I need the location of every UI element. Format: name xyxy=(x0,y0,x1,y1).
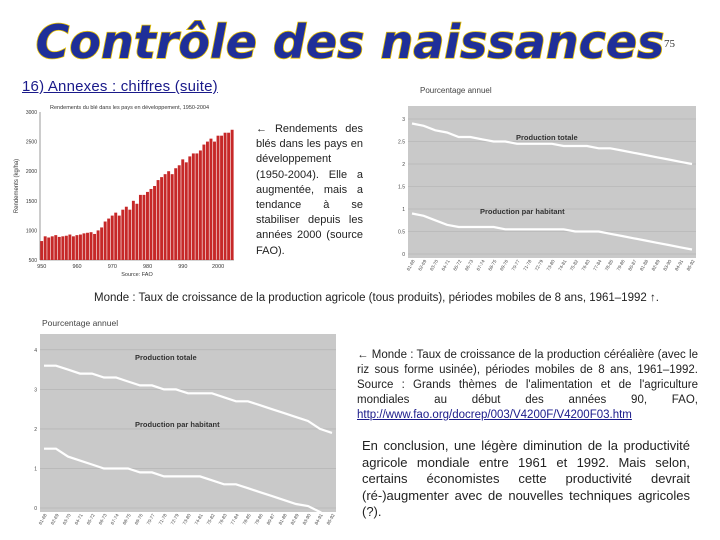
cereal-caption-block xyxy=(357,348,698,423)
x-tick-label: 83-90 xyxy=(662,258,673,272)
x-tick-label: 64-71 xyxy=(440,258,451,272)
y-tick-label: 0.5 xyxy=(398,229,405,236)
x-tick-label: 68-75 xyxy=(121,512,132,526)
wheat-yield-description: ← Rendements des blés dans les pays en développement (1950-2004). Elle a augmentée, mais a tendance à se stabiliser depuis les années 2000 (source FAO). xyxy=(256,123,363,257)
x-tick-label: 74-81 xyxy=(193,512,204,526)
cereal-caption: ← Monde : Taux de croissance de la production céréalière (avec le riz sous forme usinée), périodes mobiles de 8 ans, 1961–1992. Source : Grands thèmes de l'alimentation et de l'agriculture mondiales au début des années 90, FAO, xyxy=(357,349,698,406)
y-tick-label: 500 xyxy=(28,258,37,264)
data-bar xyxy=(83,233,86,260)
data-bar xyxy=(86,233,89,260)
data-bar xyxy=(135,204,138,260)
data-bar xyxy=(157,180,160,260)
x-tick-label: 950 xyxy=(37,264,47,270)
data-bar xyxy=(72,236,75,260)
section-heading: 16) Annexes : chiffres (suite) xyxy=(22,78,218,95)
chart-title: Pourcentage annuel xyxy=(420,86,492,95)
x-tick-label: 81-88 xyxy=(638,258,650,272)
data-bar xyxy=(111,216,114,260)
data-bar xyxy=(150,189,153,260)
y-tick-label: 0 xyxy=(34,506,37,512)
data-bar xyxy=(139,195,142,260)
x-tick-label: 83-90 xyxy=(301,512,312,526)
x-tick-label: 80-87 xyxy=(627,258,638,272)
data-bar xyxy=(178,165,181,260)
x-tick-label: 77-84 xyxy=(592,258,603,272)
data-bar xyxy=(220,136,223,260)
data-bar xyxy=(128,210,131,260)
data-bar xyxy=(75,235,78,260)
data-bar xyxy=(164,174,167,260)
data-bar xyxy=(107,219,110,260)
y-tick-label: 3 xyxy=(34,387,37,394)
data-bar xyxy=(153,186,156,260)
x-tick-label: 72-79 xyxy=(169,512,180,526)
data-bar xyxy=(121,210,124,260)
x-tick-label: 64-71 xyxy=(73,512,84,526)
data-bar xyxy=(44,236,47,260)
series-label: Production par habitant xyxy=(135,420,220,429)
x-tick-label: 84-91 xyxy=(673,258,685,272)
wheat-yield-bar-chart xyxy=(10,102,248,282)
data-bar xyxy=(185,162,188,260)
data-bar xyxy=(202,145,205,260)
data-bar xyxy=(188,156,191,260)
data-bar xyxy=(40,241,43,260)
x-tick-label: 70-77 xyxy=(145,512,156,526)
plot-background xyxy=(408,106,696,258)
x-tick-label: 76-83 xyxy=(217,512,228,526)
data-bar xyxy=(93,234,96,260)
data-bar xyxy=(192,153,195,260)
y-axis-label: Rendements (kg/ha) xyxy=(14,158,20,214)
data-bar xyxy=(97,230,100,260)
x-tick-label: 990 xyxy=(178,264,188,270)
x-tick-label: 79-86 xyxy=(615,258,626,272)
world-agri-caption: Monde : Taux de croissance de la production agricole (tous produits), périodes mobiles de 8 ans, 1961–1992 ↑. xyxy=(94,292,659,304)
data-bar xyxy=(68,235,71,260)
x-tick-label: 82-89 xyxy=(289,512,300,526)
data-bar xyxy=(118,216,121,260)
y-tick-label: 4 xyxy=(34,347,37,354)
page-number: 75 xyxy=(664,38,675,50)
y-tick-label: 3 xyxy=(402,117,405,123)
x-tick-label: 980 xyxy=(142,264,153,270)
data-bar xyxy=(231,130,234,260)
series-label: Production totale xyxy=(516,133,578,142)
data-bar xyxy=(61,236,64,260)
x-tick-label: 71-78 xyxy=(157,512,168,526)
y-tick-label: 1000 xyxy=(25,228,37,235)
data-bar xyxy=(210,139,213,260)
x-tick-label: 69-76 xyxy=(498,258,510,272)
x-tick-label: 65-72 xyxy=(85,512,96,526)
x-tick-label: 2000 xyxy=(212,264,225,270)
y-tick-label: 2.5 xyxy=(398,139,405,146)
data-bar xyxy=(217,136,220,260)
series-label: Production totale xyxy=(135,353,197,362)
y-tick-label: 0 xyxy=(402,252,405,258)
data-bar xyxy=(195,153,198,260)
x-tick-label: 75-82 xyxy=(205,512,216,526)
data-bar xyxy=(199,150,202,260)
y-tick-label: 1 xyxy=(34,466,37,473)
x-tick-label: 72-79 xyxy=(533,258,545,272)
page-title xyxy=(35,4,665,74)
x-tick-label: 62-69 xyxy=(417,258,428,272)
data-bar xyxy=(114,213,117,260)
y-tick-label: 1 xyxy=(402,207,405,213)
y-tick-label: 1.5 xyxy=(398,184,405,191)
data-bar xyxy=(181,159,184,260)
x-tick-label: 78-85 xyxy=(241,512,252,526)
x-tick-label: 63-70 xyxy=(428,258,440,272)
page-title-text: Contrôle des naissances xyxy=(35,15,665,69)
chart-title: Rendements du blé dans les pays en développement, 1950-2004 xyxy=(50,105,210,111)
y-tick-label: 2 xyxy=(34,426,37,433)
x-tick-label: 68-75 xyxy=(487,258,498,272)
x-tick-label: 71-78 xyxy=(522,258,533,272)
x-tick-label: 69-76 xyxy=(133,512,144,526)
x-tick-label: 70-77 xyxy=(510,258,521,272)
x-tick-label: 81-88 xyxy=(277,512,288,526)
data-bar xyxy=(58,237,61,260)
y-tick-label: 2000 xyxy=(25,169,37,176)
x-tick-label: 63-70 xyxy=(61,512,72,526)
data-bar xyxy=(167,171,170,260)
x-tick-label: 82-89 xyxy=(650,258,661,272)
data-bar xyxy=(132,201,135,260)
x-tick-label: 78-85 xyxy=(603,258,615,272)
data-bar xyxy=(227,133,230,260)
x-tick-label: 970 xyxy=(107,264,117,270)
y-tick-label: 3000 xyxy=(25,110,37,116)
fao-source-link[interactable]: http://www.fao.org/docrep/003/V4200F/V4200F03.htm xyxy=(357,409,632,421)
data-bar xyxy=(160,177,163,260)
x-tick-label: 84-91 xyxy=(313,512,324,526)
x-tick-label: 73-80 xyxy=(181,512,192,526)
x-tick-label: 76-83 xyxy=(580,258,591,272)
data-bar xyxy=(206,142,209,260)
x-tick-label: 61-68 xyxy=(405,258,416,272)
x-tick-label: 85-92 xyxy=(325,512,336,526)
x-tick-label: 62-69 xyxy=(49,512,60,526)
x-tick-label: 65-72 xyxy=(452,258,463,272)
data-bar xyxy=(142,195,145,260)
x-tick-label: 73-80 xyxy=(545,258,556,272)
data-bar xyxy=(104,222,107,260)
data-bar xyxy=(224,133,227,260)
data-bar xyxy=(47,238,50,260)
world-agri-growth-chart xyxy=(398,84,702,280)
x-tick-label: 79-86 xyxy=(253,512,264,526)
data-bar xyxy=(65,236,68,260)
data-bar xyxy=(146,192,149,260)
x-tick-label: 66-73 xyxy=(97,512,108,526)
data-bar xyxy=(54,235,57,260)
series-label: Production par habitant xyxy=(480,207,565,216)
chart-source: Source: FAO xyxy=(121,272,153,278)
x-tick-label: 77-84 xyxy=(229,512,240,526)
x-tick-label: 66-73 xyxy=(463,258,475,272)
data-bar xyxy=(79,235,82,260)
x-tick-label: 80-87 xyxy=(265,512,276,526)
data-bar xyxy=(174,168,177,260)
x-tick-label: 85-92 xyxy=(685,258,696,272)
x-tick-label: 75-82 xyxy=(568,258,580,272)
data-bar xyxy=(90,232,93,260)
data-bar xyxy=(100,227,103,260)
conclusion-text: En conclusion, une légère diminution de la productivité agricole mondiale entre 1961 et 1992. Mais selon, certains économistes cette productivité devrait (ré-)augmenter avec de nouvelles techniques agricoles (?). xyxy=(362,438,690,519)
x-tick-label: 67-74 xyxy=(109,512,120,526)
data-bar xyxy=(171,174,174,260)
y-tick-label: 1500 xyxy=(25,198,37,205)
data-bar xyxy=(125,207,128,260)
data-bar xyxy=(213,142,216,260)
data-bar xyxy=(51,236,54,260)
x-tick-label: 67-74 xyxy=(475,258,486,272)
y-tick-label: 2500 xyxy=(25,139,37,146)
chart-title: Pourcentage annuel xyxy=(42,318,119,328)
y-tick-label: 2 xyxy=(402,162,405,168)
x-tick-label: 960 xyxy=(72,264,82,270)
world-cereal-growth-chart xyxy=(30,312,342,536)
x-tick-label: 74-81 xyxy=(557,258,568,272)
x-tick-label: 61-68 xyxy=(37,512,48,526)
